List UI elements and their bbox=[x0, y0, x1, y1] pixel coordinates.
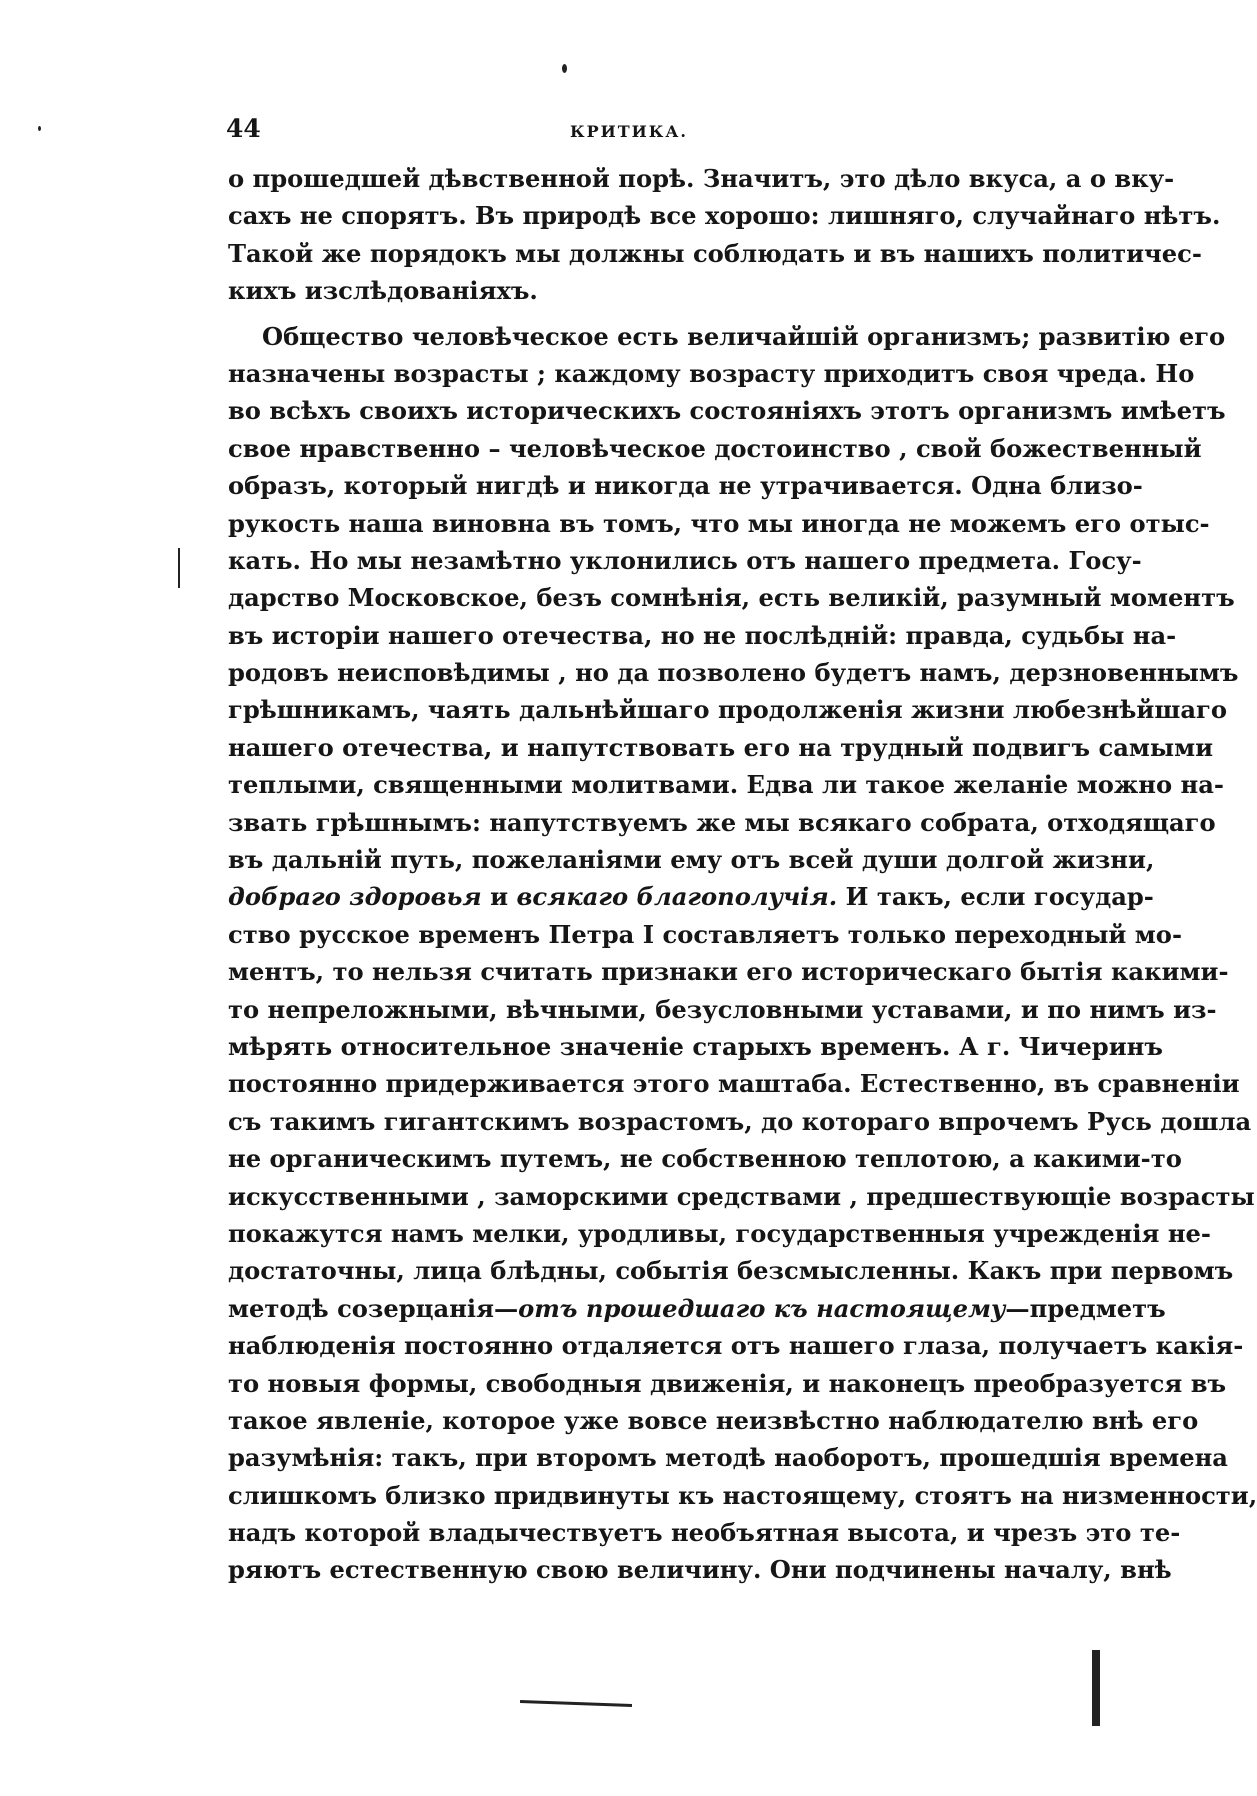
text-run: кать. Но мы незамѣтно уклонились отъ нашего предмета. Госу- bbox=[228, 545, 1142, 575]
text-line bbox=[228, 505, 1210, 542]
text-line bbox=[228, 1290, 1166, 1327]
text-line bbox=[228, 878, 1154, 915]
text-line bbox=[228, 804, 1216, 841]
text-run: съ такимъ гигантскимъ возрастомъ, до котораго впрочемъ Русь дошла bbox=[228, 1106, 1252, 1136]
text-run: разумѣнiя: такъ, при второмъ методѣ наоборотъ, прошедшiя времена bbox=[228, 1443, 1228, 1473]
text-line bbox=[228, 729, 1214, 766]
italic-text: всякаго благополучiя. bbox=[516, 882, 838, 912]
text-line bbox=[228, 1514, 1181, 1551]
text-line bbox=[228, 766, 1224, 803]
scan-speck bbox=[38, 126, 41, 131]
text-run: назначены возрасты ; каждому возрасту приходитъ своя чреда. Но bbox=[228, 358, 1195, 388]
text-line bbox=[228, 197, 1221, 234]
text-line bbox=[228, 1028, 1163, 1065]
text-line bbox=[228, 916, 1182, 953]
text-line bbox=[228, 617, 1177, 654]
text-run: ряютъ естественную свою величину. Они подчинены началу, внѣ bbox=[228, 1555, 1172, 1585]
text-run: въ исторiи нашего отечества, но не послѣднiй: правда, судьбы на- bbox=[228, 620, 1177, 650]
page-header bbox=[226, 112, 1032, 152]
text-run: свое нравственно – человѣческое достоинство , свой божественный bbox=[228, 433, 1202, 463]
text-line bbox=[228, 318, 1226, 355]
text-run: Такой же порядокъ мы должны соблюдать и въ нашихъ политичес- bbox=[228, 238, 1202, 268]
text-line bbox=[228, 1178, 1255, 1215]
text-line bbox=[228, 272, 1032, 309]
text-line bbox=[228, 160, 1175, 197]
text-run: такое явленiе, которое уже вовсе неизвѣстно наблюдателю внѣ его bbox=[228, 1405, 1199, 1435]
text-line bbox=[228, 1365, 1227, 1402]
text-line bbox=[228, 1252, 1234, 1289]
text-run: и bbox=[481, 882, 517, 912]
text-run: сахъ не спорятъ. Въ природѣ все хорошо: лишняго, случайнаго нѣтъ. bbox=[228, 201, 1221, 231]
text-run: методѣ созерцанiя— bbox=[228, 1293, 519, 1323]
scan-speck bbox=[562, 64, 567, 73]
text-line bbox=[228, 1551, 1172, 1588]
text-run: И такъ, если государ- bbox=[837, 882, 1154, 912]
text-line bbox=[228, 467, 1143, 504]
text-run: ментъ, то нельзя считать признаки его историческаго бытiя какими- bbox=[228, 957, 1229, 987]
body-text bbox=[228, 160, 1257, 1589]
page-number: 44 bbox=[226, 114, 261, 143]
text-run: во всѣхъ своихъ историческихъ состоянiяхъ этотъ организмъ имѣетъ bbox=[228, 396, 1226, 426]
text-line bbox=[228, 691, 1227, 728]
italic-text: добраго здоровья bbox=[228, 882, 482, 912]
text-line bbox=[228, 654, 1239, 691]
corner-bar-mark bbox=[1092, 1650, 1100, 1726]
text-run: покажутся намъ мелки, уродливы, государственныя учрежденiя не- bbox=[228, 1218, 1211, 1248]
text-line bbox=[228, 991, 1217, 1028]
text-line bbox=[228, 430, 1202, 467]
italic-text: отъ прошедшаго къ настоящему bbox=[518, 1293, 1006, 1323]
text-line bbox=[228, 1402, 1199, 1439]
text-run: дарство Московское, безъ сомнѣнiя, есть великiй, разумный моментъ bbox=[228, 583, 1235, 613]
text-run: —предметъ bbox=[1005, 1293, 1166, 1323]
text-run: грѣшникамъ, чаять дальнѣйшаго продолженiя жизни любезнѣйшаго bbox=[228, 695, 1227, 725]
text-run: мѣрять относительное значенiе старыхъ временъ. А г. Чичеринъ bbox=[228, 1031, 1163, 1061]
paragraph-gap bbox=[228, 310, 1032, 318]
text-run: искусственными , заморскими средствами , предшествующiе возрасты bbox=[228, 1181, 1255, 1211]
text-run: звать грѣшнымъ: напутствуемъ же мы всякаго собрата, отходящаго bbox=[228, 807, 1216, 837]
text-run: надъ которой владычествуетъ необъятная высота, и чрезъ это те- bbox=[228, 1518, 1181, 1548]
text-run: постоянно придерживается этого маштаба. Естественно, въ сравненiи bbox=[228, 1069, 1240, 1099]
text-line bbox=[228, 1215, 1211, 1252]
text-line bbox=[228, 1065, 1240, 1102]
text-run: о прошедшей дѣвственной порѣ. Значитъ, это дѣло вкуса, а о вку- bbox=[228, 164, 1175, 193]
text-run: нашего отечества, и напутствовать его на трудный подвигъ самыми bbox=[228, 732, 1214, 762]
text-line bbox=[228, 579, 1235, 616]
text-line bbox=[228, 235, 1202, 272]
text-run: теплыми, священными молитвами. Едва ли такое желанiе можно на- bbox=[228, 770, 1224, 800]
text-run: рукость наша виновна въ томъ, что мы иногда не можемъ его отыс- bbox=[228, 508, 1210, 538]
text-run: образъ, который нигдѣ и никогда не утрачивается. Одна близо- bbox=[228, 471, 1143, 501]
text-line bbox=[228, 953, 1229, 990]
text-run: наблюденiя постоянно отдаляется отъ нашего глаза, получаетъ какiя- bbox=[228, 1331, 1244, 1361]
text-run: не органическимъ путемъ, не собственною теплотою, а какими-то bbox=[228, 1144, 1182, 1174]
margin-mark bbox=[178, 548, 180, 588]
text-line bbox=[228, 1477, 1257, 1514]
text-line bbox=[228, 841, 1155, 878]
text-line bbox=[228, 1439, 1228, 1476]
text-run: родовъ неисповѣдимы , но да позволено будетъ намъ, дерзновеннымъ bbox=[228, 658, 1239, 688]
text-line bbox=[228, 542, 1142, 579]
text-run: кихъ изслѣдованiяхъ. bbox=[228, 276, 538, 306]
text-run: то новыя формы, свободныя движенiя, и наконецъ преобразуется въ bbox=[228, 1368, 1227, 1398]
text-run: ство русское временъ Петра I составляетъ только переходный мо- bbox=[228, 919, 1182, 949]
bottom-rule-mark bbox=[520, 1700, 632, 1707]
text-line bbox=[228, 1140, 1182, 1177]
text-run: слишкомъ близко придвинуты къ настоящему, стоятъ на низменности, bbox=[228, 1480, 1257, 1510]
text-run: то непреложными, вѣчными, безусловными уставами, и по нимъ из- bbox=[228, 994, 1217, 1024]
text-run: достаточны, лица блѣдны, событiя безсмысленны. Какъ при первомъ bbox=[228, 1256, 1234, 1286]
text-run: въ дальнiй путь, пожеланiями ему отъ всей души долгой жизни, bbox=[228, 845, 1155, 875]
running-head: КРИТИКА. bbox=[570, 122, 688, 141]
text-line bbox=[228, 1103, 1252, 1140]
text-line bbox=[228, 392, 1226, 429]
text-line bbox=[228, 1327, 1244, 1364]
text-run: Общество человѣческое есть величайшiй организмъ; развитiю его bbox=[262, 321, 1226, 351]
text-line bbox=[228, 355, 1195, 392]
